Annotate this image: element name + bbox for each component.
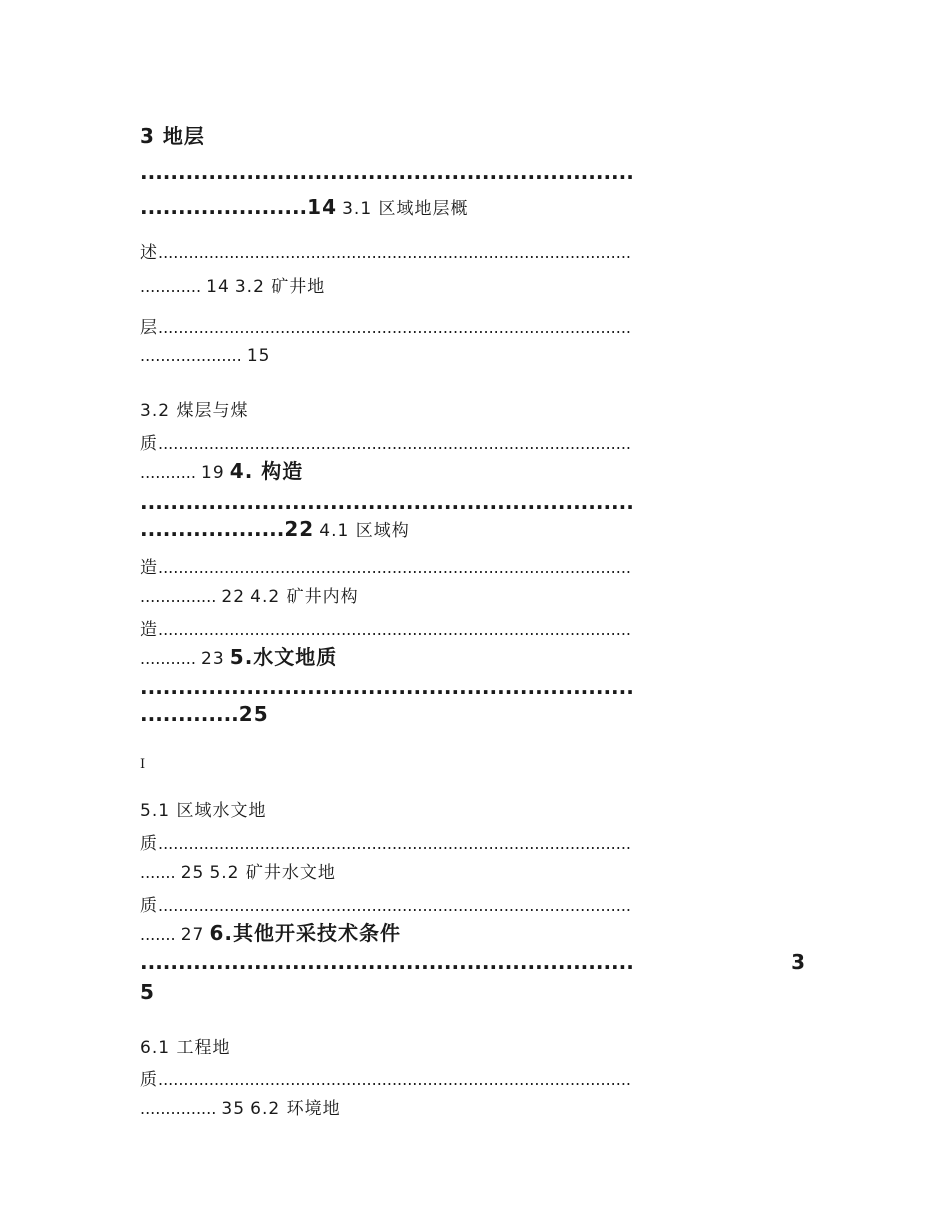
- toc-line-5-2-cont: [140, 891, 806, 916]
- toc-leader: .................................................................: [140, 160, 634, 184]
- toc-line-chapter-6: [140, 917, 806, 946]
- toc-leader: .................................................................: [140, 950, 634, 974]
- toc-line-chapter-4: [140, 455, 806, 484]
- toc-line-3-2a: [140, 272, 806, 297]
- toc-section-5-2-page: 27: [180, 925, 205, 945]
- toc-leader: .......: [140, 925, 176, 944]
- toc-leader: .............................................................................................: [158, 434, 631, 453]
- toc-section-4-1-cont: 造: [140, 558, 158, 578]
- toc-section-3-1-page: 14: [206, 277, 230, 297]
- toc-section-5-1-cont: 质: [140, 834, 158, 854]
- toc-section-4-1-page: 22: [221, 587, 246, 607]
- toc-section-3-2a-page: 15: [246, 346, 271, 366]
- toc-chapter-4-page: 22: [284, 517, 315, 541]
- toc-leader: .............................................................................................: [158, 243, 631, 262]
- toc-section-5-2-title: 5.2 矿井水文地: [209, 863, 336, 883]
- toc-line-chapter-3-leader: [140, 160, 806, 184]
- toc-line-4-1-cont: [140, 553, 806, 578]
- toc-leader: ...........: [140, 649, 196, 668]
- toc-chapter-5-page: 25: [238, 702, 269, 726]
- toc-line-chapter-6-leader: [140, 950, 806, 974]
- toc-line-4-2-cont: [140, 615, 806, 640]
- toc-line-3-2b-cont: [140, 429, 806, 454]
- toc-leader: ...............: [140, 587, 217, 606]
- toc-section-4-1-title: 4.1 区域构: [319, 521, 410, 541]
- toc-section-3-2b-page: 19: [201, 463, 225, 483]
- toc-leader: ....................: [140, 346, 242, 365]
- toc-line-3-1: [140, 194, 806, 219]
- toc-line-3-2b: [140, 396, 806, 421]
- toc-line-3-2a-cont: [140, 313, 806, 338]
- toc-section-3-1-cont: 述: [140, 243, 158, 263]
- toc-section-6-1-page: 35: [221, 1099, 246, 1119]
- toc-leader: .............................................................................................: [158, 896, 631, 915]
- toc-leader: ...........: [140, 463, 196, 482]
- toc-leader: .......: [140, 863, 176, 882]
- toc-line-5-1: [140, 796, 806, 821]
- toc-section-3-2b-title: 3.2 煤层与煤: [140, 401, 249, 421]
- toc-chapter-6-page-part2: 5: [140, 980, 155, 1004]
- toc-leader: .............: [140, 702, 239, 726]
- toc-line-chapter-6-page: [140, 980, 806, 1004]
- toc-line-4-1: [140, 516, 806, 541]
- toc-section-5-1-title: 5.1 区域水文地: [140, 801, 267, 821]
- page-number: [140, 753, 806, 772]
- toc-section-6-2-title: 6.2 环境地: [250, 1099, 341, 1119]
- toc-leader: ......................: [140, 195, 308, 219]
- toc-leader: ...................: [140, 517, 285, 541]
- toc-leader: ............: [140, 277, 202, 296]
- toc-line-chapter-5-leader: [140, 675, 806, 699]
- toc-leader: .............................................................................................: [158, 558, 631, 577]
- toc-line-3-2a-page: [140, 346, 806, 366]
- toc-line-5-2: [140, 858, 806, 883]
- toc-chapter-3-title: 3 地层: [140, 124, 205, 148]
- toc-section-6-1-cont: 质: [140, 1070, 158, 1090]
- toc-section-3-2a-cont: 层: [140, 318, 158, 338]
- toc-line-chapter-4-leader: [140, 490, 806, 514]
- toc-section-3-2b-cont: 质: [140, 434, 158, 454]
- toc-leader: .............................................................................................: [158, 620, 631, 639]
- toc-line-chapter-3: [140, 120, 806, 149]
- toc-leader: .................................................................: [140, 490, 634, 514]
- toc-line-5-1-cont: [140, 829, 806, 854]
- toc-line-6-1: [140, 1033, 806, 1058]
- toc-section-4-2-title: 4.2 矿井内构: [250, 587, 359, 607]
- toc-chapter-4-title: 4. 构造: [229, 459, 304, 483]
- toc-chapter-5-title: 5.水文地质: [229, 645, 338, 669]
- toc-line-3-1-cont: [140, 238, 806, 263]
- toc-leader: .............................................................................................: [158, 834, 631, 853]
- page-number-roman: I: [140, 757, 146, 772]
- toc-leader: .............................................................................................: [158, 318, 631, 337]
- toc-line-chapter-5: [140, 641, 806, 670]
- toc-leader: .............................................................................................: [158, 1070, 631, 1089]
- toc-line-4-2: [140, 582, 806, 607]
- toc-line-6-1-cont: [140, 1065, 806, 1090]
- toc-section-5-2-cont: 质: [140, 896, 158, 916]
- toc-section-6-1-title: 6.1 工程地: [140, 1038, 231, 1058]
- toc-chapter-6-page-part1: 3: [791, 950, 806, 974]
- toc-line-6-2: [140, 1094, 806, 1119]
- toc-chapter-3-page: 14: [307, 195, 337, 219]
- toc-chapter-6-title: 6.其他开采技术条件: [209, 921, 401, 945]
- toc-section-5-1-page: 25: [180, 863, 205, 883]
- toc-section-3-1-title: 3.1 区域地层概: [342, 199, 469, 219]
- toc-line-chapter-5-page: [140, 702, 806, 726]
- toc-leader: ...............: [140, 1099, 217, 1118]
- toc-section-4-2-cont: 造: [140, 620, 158, 640]
- toc-leader: .................................................................: [140, 675, 634, 699]
- toc-section-3-2a-title: 3.2 矿井地: [234, 277, 326, 297]
- toc-section-4-2-page: 23: [201, 649, 225, 669]
